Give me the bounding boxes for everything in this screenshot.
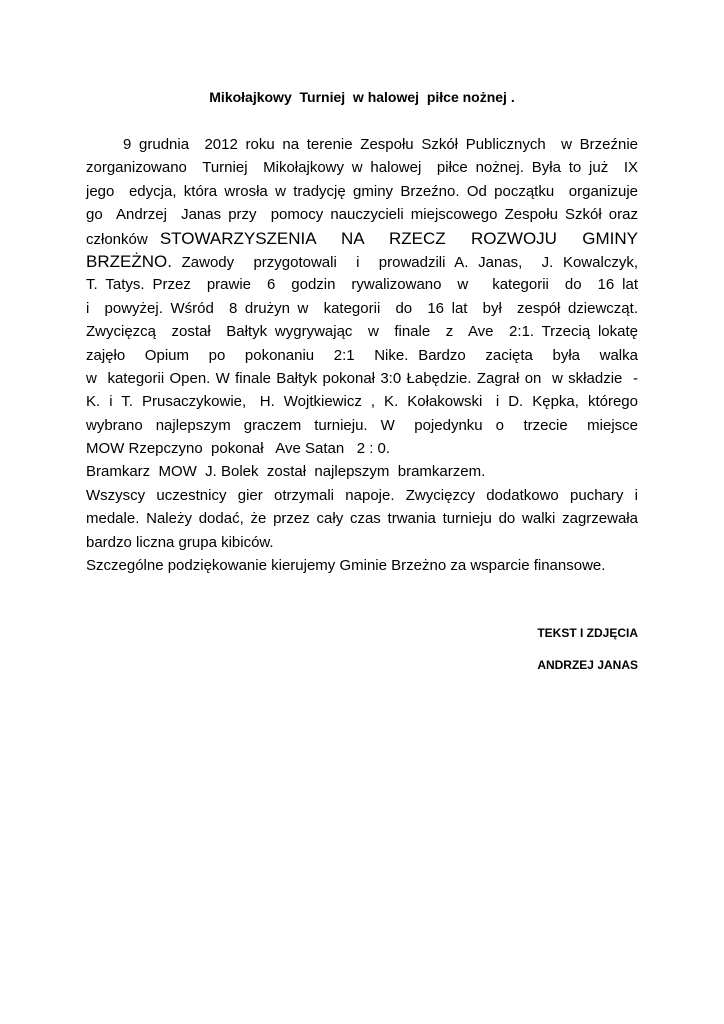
body-line-10: zajęło Opium po pokonaniu 2:1 Nike. Bardzo zacięta była walka <box>86 346 638 364</box>
body-line-14: MOW Rzepczyno pokonał Ave Satan 2 : 0. <box>86 440 391 458</box>
body-line-18: bardzo liczna grupa kibiców. <box>86 533 274 551</box>
body-line-5-text: członków <box>86 230 160 248</box>
signature-credit: TEKST I ZDJĘCIA <box>537 626 638 640</box>
document-title: Mikołajkowy Turniej w halowej piłce nożnej . <box>209 89 515 105</box>
body-line-16: Wszyscy uczestnicy gier otrzymali napoje. Zwycięzcy dodatkowo puchary i <box>86 486 638 504</box>
body-line-12: K. i T. Prusaczykowie, H. Wojtkiewicz , K. Kołakowski i D. Kępka, którego <box>86 393 638 411</box>
body-line-6 <box>86 250 638 273</box>
body-line-13: wybrano najlepszym graczem turnieju. W pojedynku o trzecie miejsce <box>86 416 638 434</box>
body-line-3: jego edycja, która wrosła w tradycję gminy Brzeźno. Od początku organizuje <box>86 182 638 200</box>
body-line-19: Szczególne podziękowanie kierujemy Gminie Brzeżno za wsparcie finansowe. <box>86 557 606 575</box>
body-line-17: medale. Należy dodać, że przez cały czas trwania turnieju do walki zagrzewała <box>86 510 638 528</box>
article-body <box>86 133 638 577</box>
body-line-2: zorganizowano Turniej Mikołajkowy w halowej piłce nożnej. Była to już IX <box>86 159 638 177</box>
body-line-9: Zwycięzcą został Bałtyk wygrywając w finale z Ave 2:1. Trzecią lokatę <box>86 323 638 341</box>
association-name-part-2: BRZEŻNO. <box>86 251 172 271</box>
body-line-15: Bramkarz MOW J. Bolek został najlepszym bramkarzem. <box>86 463 486 481</box>
body-line-7: T. Tatys. Przez prawie 6 godzin rywalizowano w kategorii do 16 lat <box>86 276 638 294</box>
body-line-6-text: Zawody przygotowali i prowadzili A. Janas, J. Kowalczyk, <box>171 253 638 271</box>
body-line-8: i powyżej. Wśród 8 drużyn w kategorii do 16 lat był zespół dziewcząt. <box>86 299 638 317</box>
body-line-5 <box>86 227 638 250</box>
signature-author: ANDRZEJ JANAS <box>537 658 638 672</box>
body-line-4: go Andrzej Janas przy pomocy nauczycieli miejscowego Zespołu Szkół oraz <box>86 206 638 224</box>
body-line-11: w kategorii Open. W finale Bałtyk pokonał 3:0 Łabędzie. Zagrał on w składzie - <box>86 369 638 387</box>
body-line-1: 9 grudnia 2012 roku na terenie Zespołu Szkół Publicznych w Brzeźnie <box>123 136 638 153</box>
association-name-part-1: STOWARZYSZENIA NA RZECZ ROZWOJU GMINY <box>159 228 639 248</box>
